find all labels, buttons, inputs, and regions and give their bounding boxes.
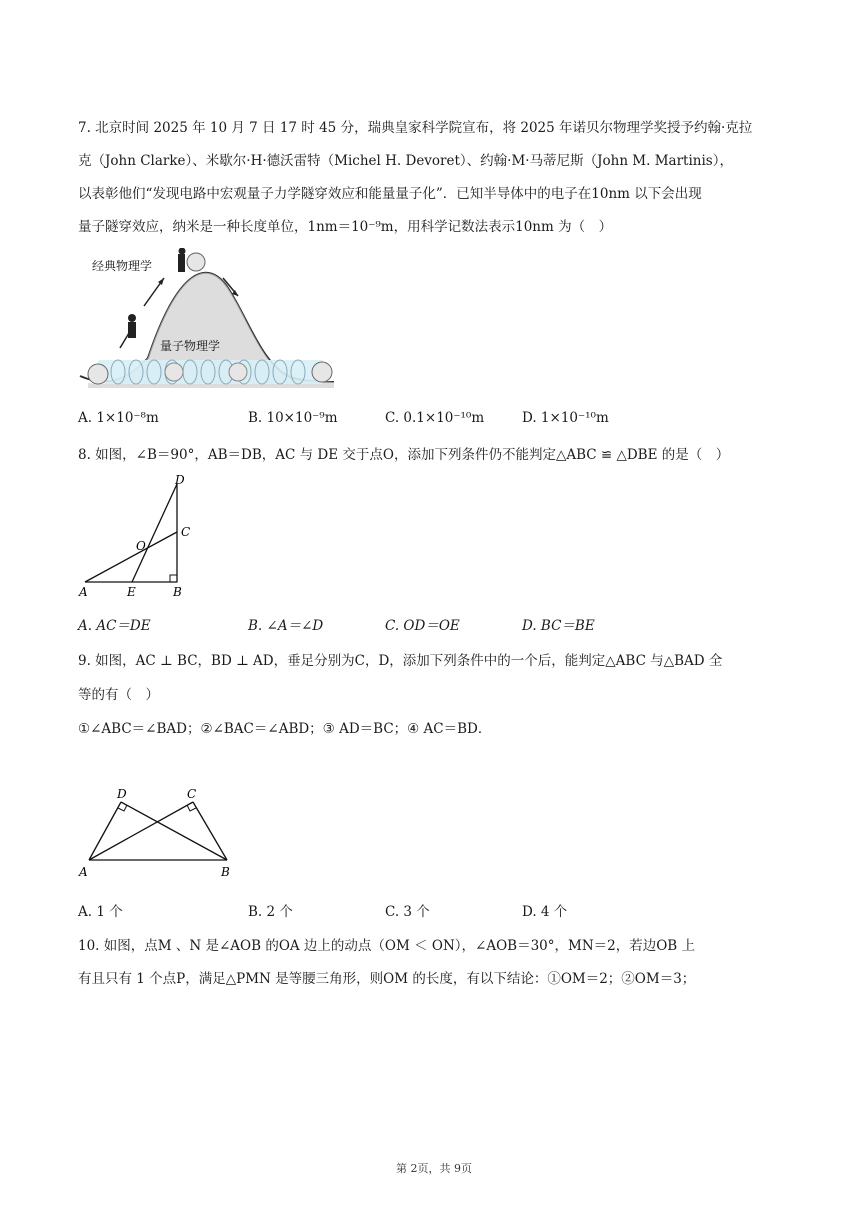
q8-triangle-figure [75, 472, 205, 602]
q7-option-c[interactable]: C. 0.1×10⁻¹⁰m [385, 410, 485, 426]
q9-label-c: C [187, 787, 197, 801]
q8-line-1: 8. 如图，∠B＝90°，AB＝DB，AC 与 DE 交于点O，添加下列条件仍不能判定△ABC ≌ △DBE 的是（ ） [78, 447, 730, 463]
q7-quantum-tunneling-figure [78, 248, 338, 393]
q8-option-a[interactable]: A. AC＝DE [78, 618, 151, 634]
q9-line-3: ①∠ABC＝∠BAD；②∠BAC＝∠ABD；③ AD＝BC；④ AC＝BD． [78, 721, 492, 737]
q9-option-d[interactable]: D. 4 个 [522, 904, 568, 920]
page-footer: 第 2页，共 9页 [396, 1162, 472, 1175]
q7-line-3: 以表彰他们“发现电路中宏观量子力学隧穿效应和能量量子化”．已知半导体中的电子在10nm 以下会出现 [78, 186, 702, 202]
q9-option-a[interactable]: A. 1 个 [78, 904, 123, 920]
q7-line-4: 量子隧穿效应，纳米是一种长度单位，1nm＝10⁻⁹m，用科学记数法表示10nm 为（ ） [78, 219, 613, 235]
q8-option-c[interactable]: C. OD＝OE [385, 618, 460, 634]
q8-label-o: O [136, 539, 146, 553]
q7-option-b[interactable]: B. 10×10⁻⁹m [248, 410, 338, 426]
q7-figure-label-top: 经典物理学 [92, 259, 153, 273]
q7-figure-label-mid: 量子物理学 [160, 339, 221, 353]
q8-label-a: A [79, 585, 88, 599]
q8-label-e: E [127, 585, 136, 599]
q9-line-1: 9. 如图，AC ⊥ BC，BD ⊥ AD，垂足分别为C，D，添加下列条件中的一个后，能判定△ABC 与△BAD 全 [78, 653, 723, 669]
q10-line-2: 有且只有 1 个点P，满足△PMN 是等腰三角形，则OM 的长度，有以下结论：①OM＝2；②OM＝3； [78, 971, 696, 987]
q9-option-b[interactable]: B. 2 个 [248, 904, 293, 920]
q9-label-a: A [79, 865, 88, 879]
q10-line-1: 10. 如图，点M 、N 是∠AOB 的OA 边上的动点（OM ＜ ON），∠AOB＝30°，MN＝2，若边OB 上 [78, 938, 696, 954]
q8-option-b[interactable]: B. ∠A＝∠D [248, 618, 324, 634]
q7-option-d[interactable]: D. 1×10⁻¹⁰m [522, 410, 609, 426]
q7-line-1: 7. 北京时间 2025 年 10 月 7 日 17 时 45 分，瑞典皇家科学院宣布，将 2025 年诺贝尔物理学奖授予约翰·克拉 [78, 120, 753, 136]
q7-option-a[interactable]: A. 1×10⁻⁸m [78, 410, 159, 426]
q9-label-d: D [117, 787, 127, 801]
q9-line-2: 等的有（ ） [78, 687, 159, 703]
q9-option-c[interactable]: C. 3 个 [385, 904, 430, 920]
q8-option-d[interactable]: D. BC＝BE [522, 618, 595, 634]
q8-label-d: D [175, 473, 185, 487]
q9-label-b: B [221, 865, 230, 879]
q8-label-b: B [173, 585, 182, 599]
q8-label-c: C [181, 525, 191, 539]
q7-line-2: 克（John Clarke）、米歇尔·H·德沃雷特（Michel H. Devoret）、约翰·M·马蒂尼斯（John M. Martinis）， [78, 153, 733, 169]
q9-triangle-figure [75, 782, 245, 882]
